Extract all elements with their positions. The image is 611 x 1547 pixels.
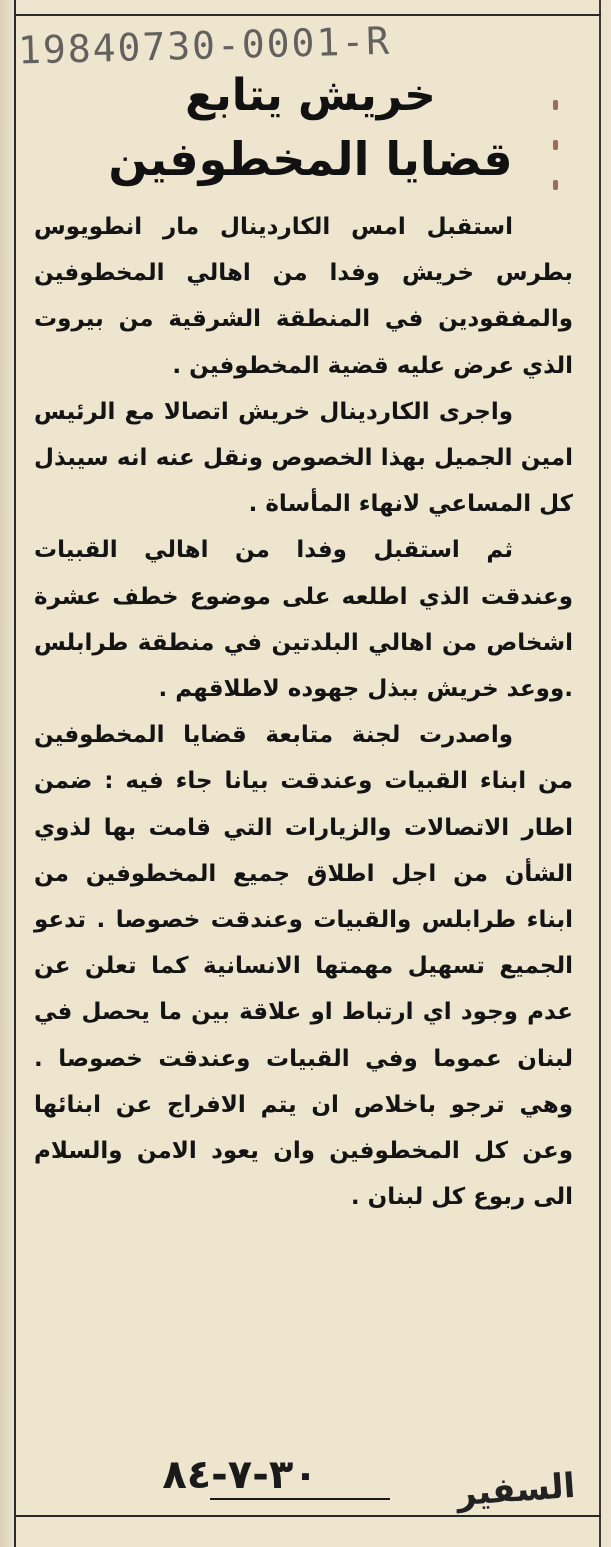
handwritten-date: ٣٠-٧-٨٤ xyxy=(162,1452,318,1498)
handwritten-source: السفير xyxy=(455,1465,577,1515)
paragraph-1: استقبل امس الكاردينال مار انطويوس بطرس خريش وفدا من اهالي المخطوفين والمفقودين في المنطقة الشرقية من بيروت الذي عرض عليه قضية المخطوفين . xyxy=(34,214,573,379)
headline-line-2: قضايا المخطوفين xyxy=(108,132,513,186)
bottom-rule xyxy=(14,1515,601,1517)
paragraph-3: ثم استقبل وفدا من اهالي القبيات وعندقت الذي اطلعه على موضوع خطف عشرة اشخاص من اهالي البلدتين في منطقة طرابلس .ووعد خريش ببذل جهوده لاطلاقهم . xyxy=(34,537,573,703)
clipping-left-edge xyxy=(0,0,16,1547)
clipping-right-edge xyxy=(599,0,611,1547)
headline-line-1: خريش يتابع xyxy=(185,70,436,121)
paragraph-2: واجرى الكاردينال خريش اتصالا مع الرئيس امين الجميل بهذا الخصوص ونقل عنه انه سيبذل كل المساعي لانهاء المأساة . xyxy=(34,398,573,518)
archive-stamp: 19840730-0001-R xyxy=(17,18,392,73)
date-underline xyxy=(210,1498,390,1500)
paragraph-4: واصدرت لجنة متابعة قضايا المخطوفين من ابناء القبيات وعندقت بيانا جاء فيه : ضمن اطار الاتصالات والزيارات التي قامت بها لذوي الشأن من اجل اطلاق جميع المخطوفين من ابناء طرابلس والقبيات وعندقت خصوصا . تدعو الجميع تسهيل مهمتها الانسانية كما تعلن عن عدم وجود اي ارتباط او علاقة بين ما يحصل في لبنان عموما وفي القبيات وعندقت خصوصا . وهي ترجو باخلاص ان يتم الافراج عن ابنائها وعن كل المخطوفين وان يعود الامن والسلام الى ربوع كل لبنان . xyxy=(34,722,573,1211)
article-body xyxy=(34,204,573,1220)
